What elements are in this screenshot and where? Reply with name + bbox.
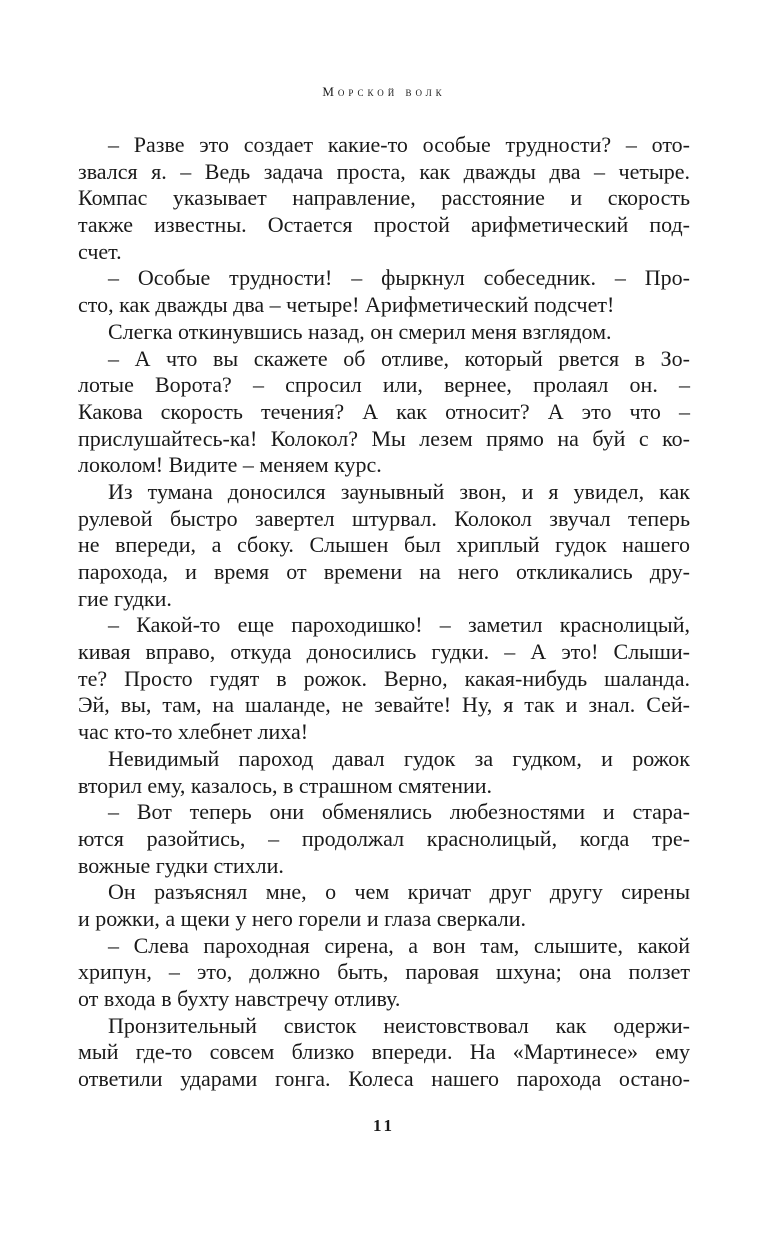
text-line: – Какой-то еще пароходишко! – заметил краснолицый,: [108, 612, 690, 638]
text-line: сто, как дважды два – четыре! Арифметический подсчет!: [78, 292, 615, 318]
paragraph: [78, 319, 690, 346]
text-line: парохода, и время от времени на него откликались дру-: [78, 559, 690, 584]
running-head: Морской волк: [322, 84, 446, 99]
text-line: Эй, вы, там, на шаланде, не зевайте! Ну, я так и знал. Сей-: [78, 692, 690, 718]
text-line: Компас указывает направление, расстояние и скорость: [78, 185, 690, 211]
paragraph: [78, 132, 690, 265]
paragraph: [78, 879, 690, 932]
text-line: Слегка откинувшись назад, он смерил меня взглядом.: [108, 318, 612, 344]
text-line: гие гудки.: [78, 585, 172, 611]
text-line: Он разъяснял мне, о чем кричат друг другу сирены: [108, 879, 690, 905]
text-line: кивая вправо, откуда доносились гудки. – А это! Слыши-: [78, 639, 690, 665]
text-line: час кто-то хлебнет лиха!: [78, 719, 309, 745]
text-line: звался я. – Ведь задача проста, как дважды два – четыре.: [78, 158, 690, 184]
text-line: – Особые трудности! – фыркнул собеседник. – Про-: [108, 265, 690, 291]
text-line: лотые Ворота? – спросил или, вернее, пролаял он. –: [78, 372, 690, 398]
text-line: вторил ему, казалось, в страшном смятении.: [78, 772, 493, 798]
text-line: – А что вы скажете об отливе, который рвется в Зо-: [108, 345, 690, 371]
paragraph: [78, 799, 690, 879]
text-line: те? Просто гудят в рожок. Верно, какая-нибудь шаланда.: [78, 665, 690, 691]
text-line: рулевой быстро завертел штурвал. Колокол звучал теперь: [78, 505, 690, 531]
text-line: хрипун, – это, должно быть, паровая шхуна; она ползет: [78, 959, 690, 985]
text-line: и рожки, а щеки у него горели и глаза сверкали.: [78, 905, 527, 931]
text-line: – Вот теперь они обменялись любезностями и стара-: [108, 799, 690, 825]
text-line: ответили ударами гонга. Колеса нашего парохода остано-: [78, 1066, 690, 1092]
text-line: Невидимый пароход давал гудок за гудком, и рожок: [108, 745, 690, 771]
text-line: прислушайтесь-ка! Колокол? Мы лезем прямо на буй с ко-: [78, 425, 690, 451]
text-line: – Разве это создает какие-то особые трудности? – ото-: [108, 132, 690, 157]
text-line: вожные гудки стихли.: [78, 852, 284, 878]
text-line: локолом! Видите – меняем курс.: [78, 452, 382, 478]
paragraph: [78, 933, 690, 1013]
text-line: Какова скорость течения? А как относит? А это что –: [78, 398, 690, 424]
paragraph: [78, 479, 690, 612]
text-line: не впереди, а сбоку. Слышен был хриплый гудок нашего: [78, 532, 690, 558]
paragraph: [78, 1013, 690, 1093]
text-line: от входа в бухту навстречу отливу.: [78, 986, 401, 1011]
paragraph: [78, 346, 690, 479]
text-line: также известны. Остается простой арифметический под-: [78, 212, 690, 238]
paragraph: [78, 746, 690, 799]
text-line: Пронзительный свисток неистовствовал как одержи-: [108, 1012, 690, 1038]
text-line: счет.: [78, 238, 122, 264]
paragraph: [78, 265, 690, 318]
page-number: 11: [372, 1116, 396, 1135]
text-line: ются разойтись, – продолжал краснолицый, когда тре-: [78, 825, 690, 851]
paragraph: [78, 612, 690, 745]
body-text: [78, 132, 690, 1093]
text-line: Из тумана доносился заунывный звон, и я увидел, как: [108, 478, 690, 504]
text-line: – Слева пароходная сирена, а вон там, слышите, какой: [108, 932, 690, 958]
text-line: мый где-то совсем близко впереди. На «Мартинесе» ему: [78, 1039, 690, 1065]
